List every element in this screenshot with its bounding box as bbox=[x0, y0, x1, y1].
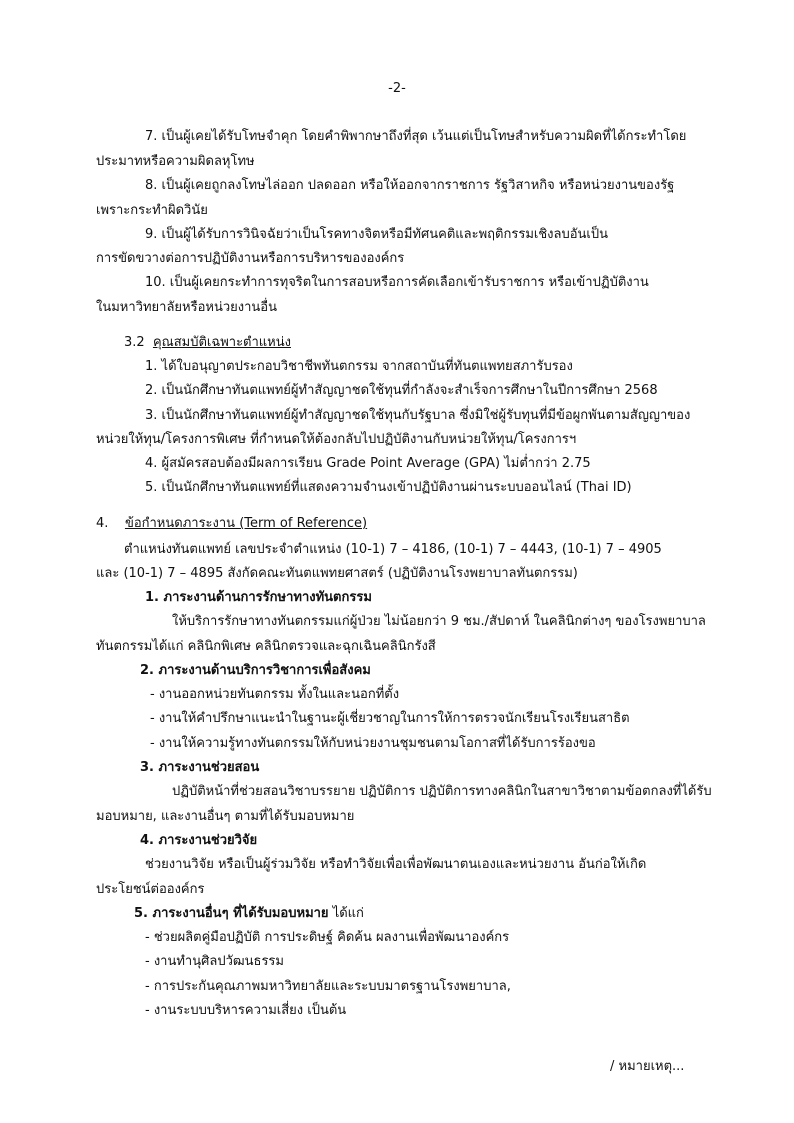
duty-3-line1: ปฏิบัติหน้าที่ช่วยสอนวิชาบรรยาย ปฏิบัติการ ปฏิบัติการทางคลินิกในสาขาวิชาตามข้อตกลงที่ได้รับ bbox=[172, 784, 712, 799]
qualification-4: 4. ผู้สมัครสอบต้องมีผลการเรียน Grade Point Average (GPA) ไม่ต่ำกว่า 2.75 bbox=[145, 456, 591, 471]
duty-2-item-3: - งานให้ความรู้ทางทันตกรรมให้กับหน่วยงานชุมชนตามโอกาสที่ได้รับการร้องขอ bbox=[150, 736, 596, 751]
criterion-8-line2: เพราะกระทำผิดวินัย bbox=[96, 203, 208, 218]
qualification-3: 3. เป็นนักศึกษาทันตแพทย์ผู้ทำสัญญาชดใช้ทุนกับรัฐบาล ซึ่งมิใช่ผู้รับทุนที่มีข้อผูกพันตามสัญญาของ bbox=[145, 408, 691, 423]
duty-5-title: 5. ภาระงานอื่นๆ ที่ได้รับมอบหมาย bbox=[134, 906, 329, 921]
duty-5-item-2: - งานทำนุศิลปวัฒนธรรม bbox=[145, 954, 284, 969]
criterion-7-line2: ประมาทหรือความผิดลหุโทษ bbox=[96, 154, 255, 169]
section-3-2-title: คุณสมบัติเฉพาะตำแหน่ง bbox=[152, 335, 291, 350]
page-number: -2- bbox=[388, 81, 406, 96]
duty-4-line1: ช่วยงานวิจัย หรือเป็นผู้ร่วมวิจัย หรือทำวิจัยเพื่อเพื่อพัฒนาตนเองและหน่วยงาน อันก่อให้เกิด bbox=[145, 857, 647, 872]
qualification-2: 2. เป็นนักศึกษาทันตแพทย์ผู้ทำสัญญาชดใช้ทุนที่กำลังจะสำเร็จการศึกษาในปีการศึกษา 2568 bbox=[145, 383, 658, 398]
qualification-5: 5. เป็นนักศึกษาทันตแพทย์ที่แสดงความจำนงเข้าปฏิบัติงานผ่านระบบออนไลน์ (Thai ID) bbox=[145, 480, 632, 495]
duty-1-line1: ให้บริการรักษาทางทันตกรรมแก่ผู้ป่วย ไม่น้อยกว่า 9 ชม./สัปดาห์ ในคลินิกต่างๆ ของโรงพยาบาล bbox=[172, 614, 706, 629]
duty-2-item-2: - งานให้คำปรึกษาแนะนำในฐานะผู้เชี่ยวชาญในการให้การตรวจนักเรียนโรงเรียนสาธิต bbox=[150, 711, 630, 726]
section-3-2-heading bbox=[124, 334, 291, 352]
criterion-10-line1: 10. เป็นผู้เคยกระทำการทุจริตในการสอบหรือการคัดเลือกเข้ารับราชการ หรือเข้าปฏิบัติงาน bbox=[145, 275, 649, 290]
duty-5-item-1: - ช่วยผลิตคู่มือปฏิบัติ การประดิษฐ์ คิดค้น ผลงานเพื่อพัฒนาองค์กร bbox=[145, 930, 510, 945]
duty-5-item-4: - งานระบบบริหารความเสี่ยง เป็นต้น bbox=[145, 1003, 347, 1018]
section-4-title: ข้อกำหนดภาระงาน (Term of Reference) bbox=[124, 516, 368, 531]
duty-4-title: 4. ภาระงานช่วยวิจัย bbox=[140, 833, 258, 848]
criterion-9-line2: การขัดขวางต่อการปฏิบัติงานหรือการบริหารขององค์กร bbox=[96, 251, 405, 266]
duty-3-line2: มอบหมาย, และงานอื่นๆ ตามที่ได้รับมอบหมาย bbox=[96, 809, 355, 824]
duty-5-heading bbox=[134, 905, 364, 923]
qualification-1: 1. ได้ใบอนุญาตประกอบวิชาชีพทันตกรรม จากสถาบันที่ทันตแพทยสภารับรอง bbox=[145, 359, 573, 374]
qualification-3-continuation: หน่วยให้ทุน/โครงการพิเศษ ที่กำหนดให้ต้องกลับไปปฏิบัติงานกับหน่วยให้ทุน/โครงการฯ bbox=[96, 432, 577, 447]
criterion-10-line2: ในมหาวิทยาลัยหรือหน่วยงานอื่น bbox=[96, 300, 278, 315]
criterion-8-line1: 8. เป็นผู้เคยถูกลงโทษไล่ออก ปลดออก หรือให้ออกจากราชการ รัฐวิสาหกิจ หรือหน่วยงานของรัฐ bbox=[145, 178, 675, 193]
duty-4-line2: ประโยชน์ต่อองค์กร bbox=[96, 882, 205, 897]
duty-3-title: 3. ภาระงานช่วยสอน bbox=[140, 760, 260, 775]
position-line1: ตำแหน่งทันตแพทย์ เลขประจำตำแหน่ง (10-1) 7 – 4186, (10-1) 7 – 4443, (10-1) 7 – 4905 bbox=[124, 542, 662, 557]
section-4-number: 4. bbox=[96, 516, 109, 531]
position-line2: และ (10-1) 7 – 4895 สังกัดคณะทันตแพทยศาสตร์ (ปฏิบัติงานโรงพยาบาลทันตกรรม) bbox=[96, 566, 578, 581]
duty-1-line2: ทันตกรรมได้แก่ คลินิกพิเศษ คลินิกตรวจและฉุกเฉินคลินิกรังสี bbox=[96, 639, 436, 654]
duty-2-item-1: - งานออกหน่วยทันตกรรม ทั้งในและนอกที่ตั้ง bbox=[150, 687, 400, 702]
section-3-2-number: 3.2 bbox=[124, 335, 145, 350]
footer-continuation: / หมายเหตุ... bbox=[610, 1059, 685, 1074]
duty-5-item-3: - การประกันคุณภาพมหาวิทยาลัยและระบบมาตรฐานโรงพยาบาล, bbox=[145, 979, 511, 994]
duty-5-suffix: ได้แก่ bbox=[328, 906, 364, 921]
criterion-9-line1: 9. เป็นผู้ได้รับการวินิจฉัยว่าเป็นโรคทางจิตหรือมีทัศนคติและพฤติกรรมเชิงลบอันเป็น bbox=[145, 227, 608, 242]
criterion-7-line1: 7. เป็นผู้เคยได้รับโทษจำคุก โดยคำพิพากษาถึงที่สุด เว้นแต่เป็นโทษสำหรับความผิดที่ได้กระทำโดย bbox=[145, 129, 687, 144]
duty-1-title: 1. ภาระงานด้านการรักษาทางทันตกรรม bbox=[145, 590, 372, 605]
duty-2-title: 2. ภาระงานด้านบริการวิชาการเพื่อสังคม bbox=[140, 663, 371, 678]
section-4-heading bbox=[96, 515, 367, 533]
